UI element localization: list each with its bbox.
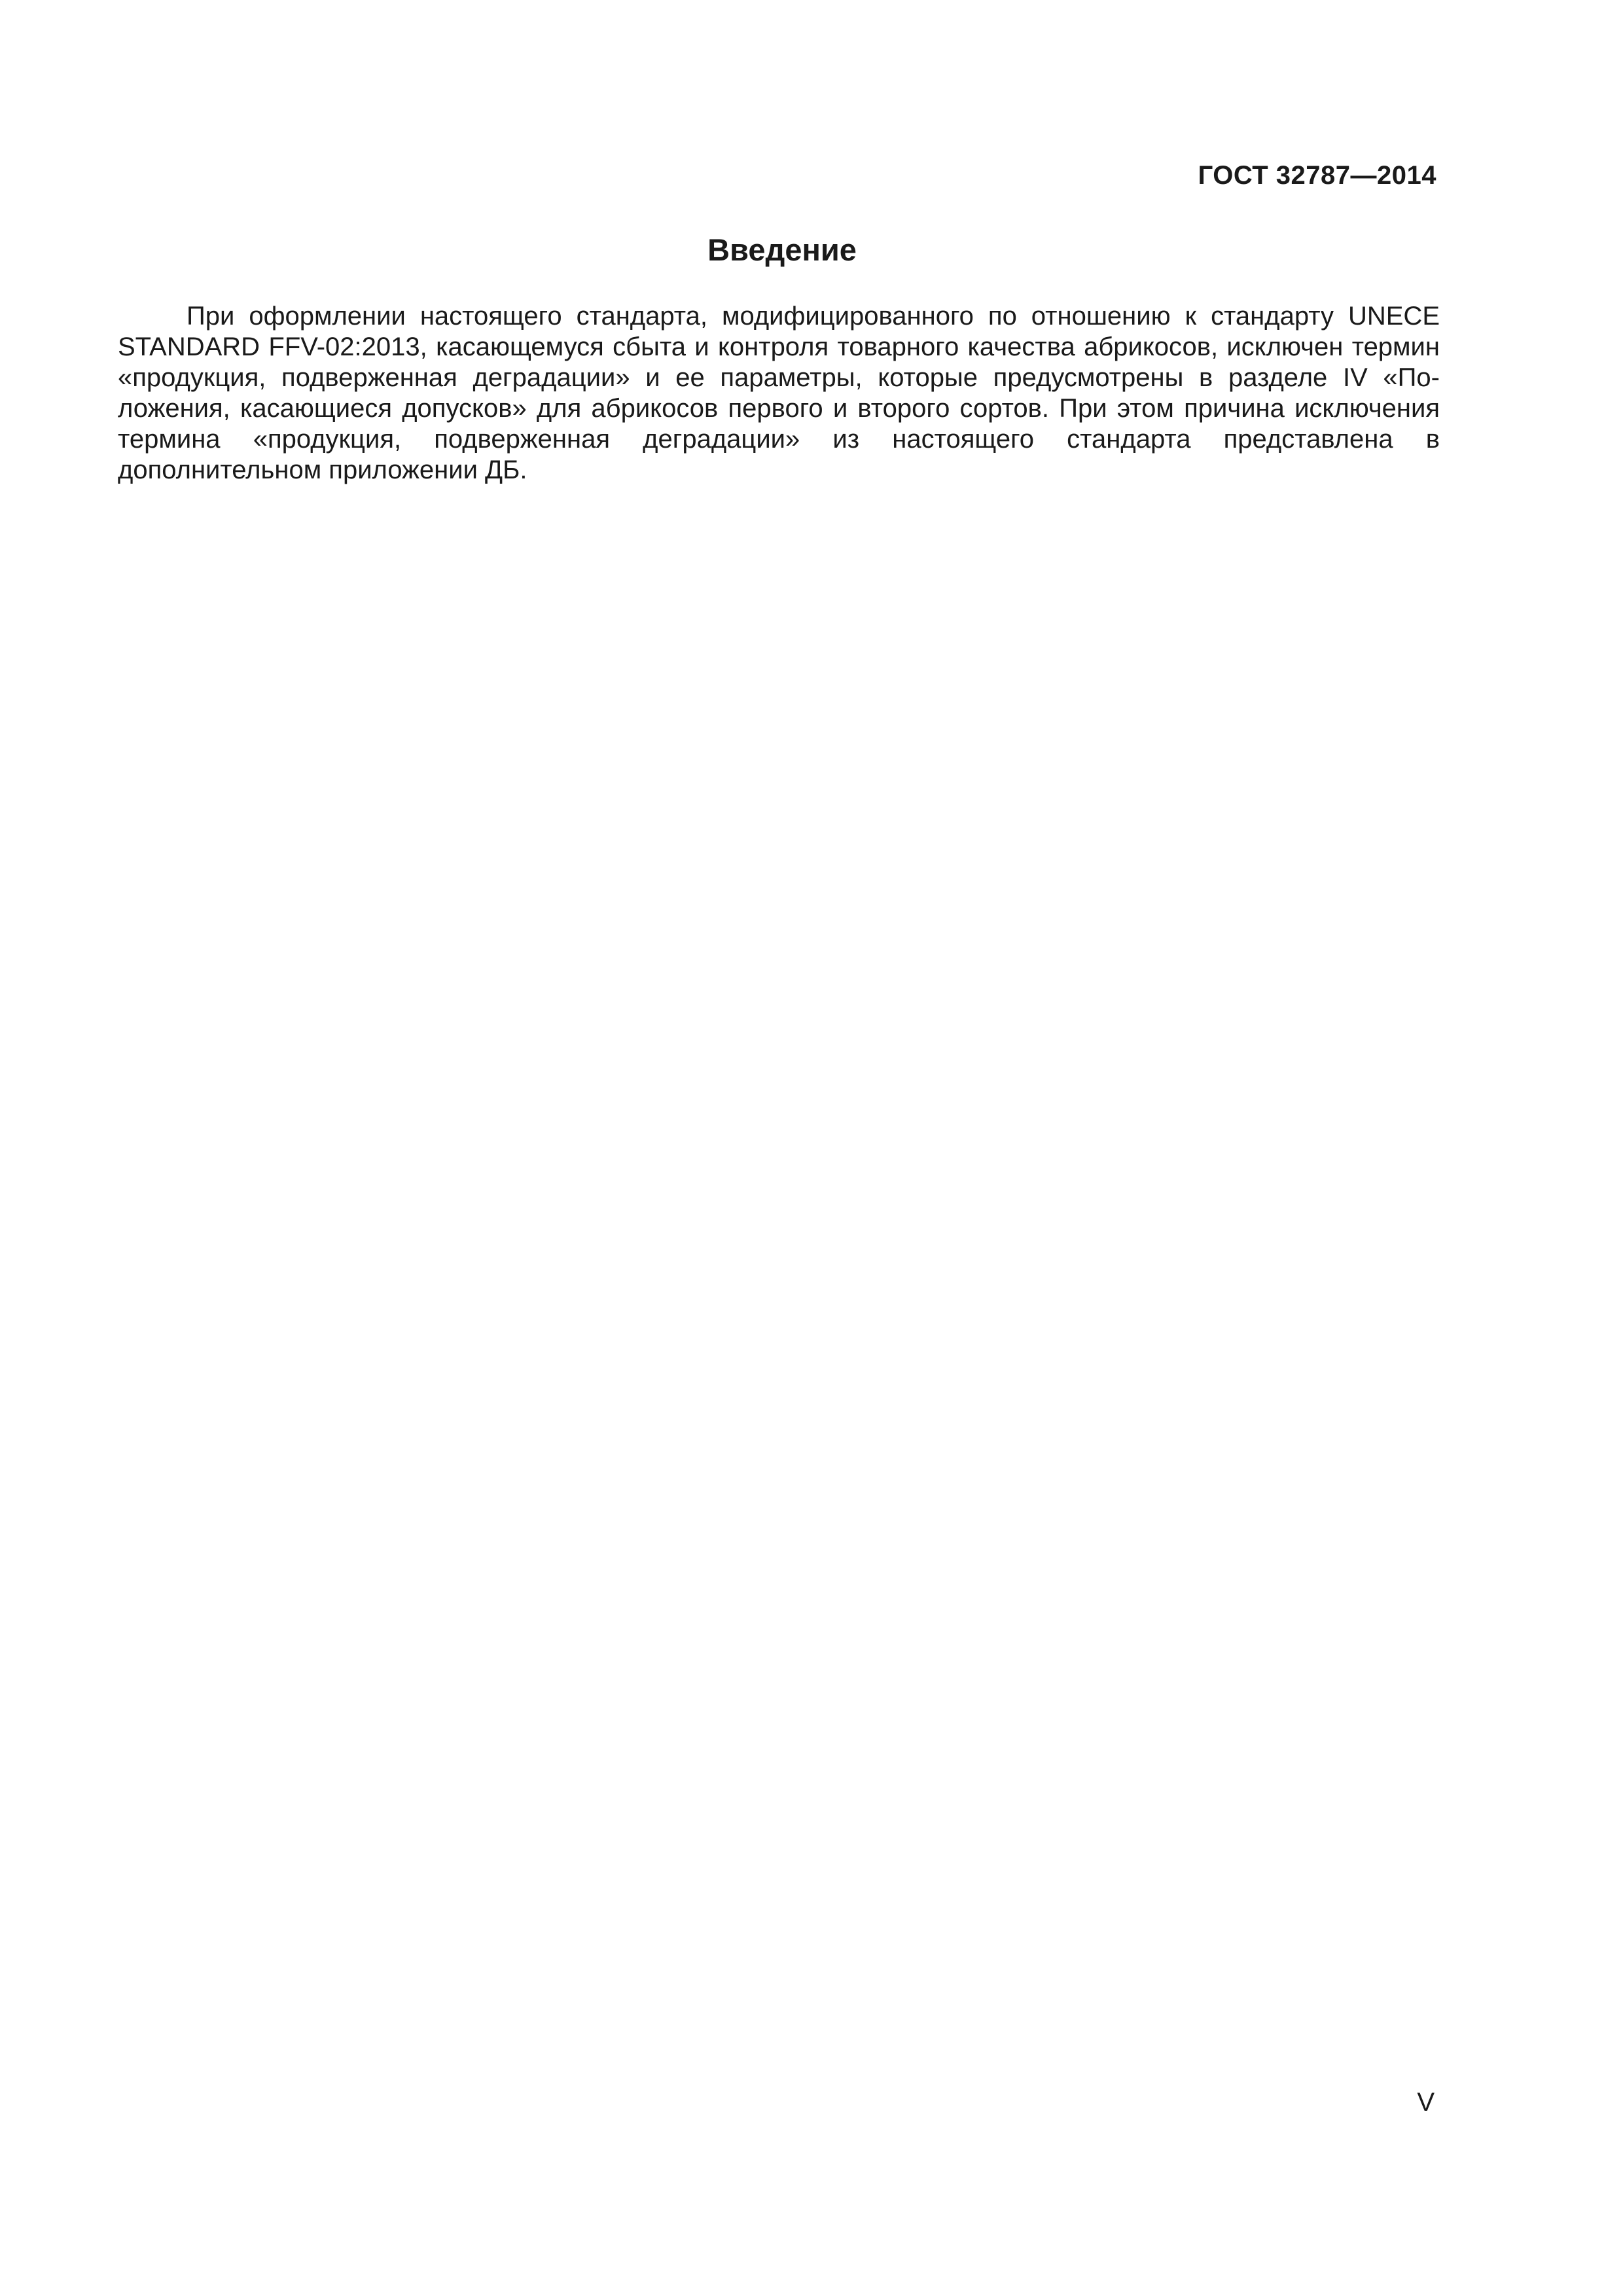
section-title: Введение <box>707 232 857 267</box>
intro-paragraph: При оформлении настоящего стандарта, модифицированного по отношению к стандарту UNECE STANDARD FFV-02:2013, касающемуся сбыта и контроля товарного качества абрикосов, исключен термин «продукция, подверженная деградации» и ее параметры, которые предусмотрены в разделе IV «Положения, касающиеся допусков» для абрикосов первого и второго сортов. При этом причина исключения термина «продукция, подверженная деградации» из настоящего стандарта представлена в дополнительном приложении ДБ. <box>118 302 1440 484</box>
page-number: V <box>1417 2088 1435 2117</box>
document-header-code: ГОСТ 32787—2014 <box>1198 161 1436 190</box>
